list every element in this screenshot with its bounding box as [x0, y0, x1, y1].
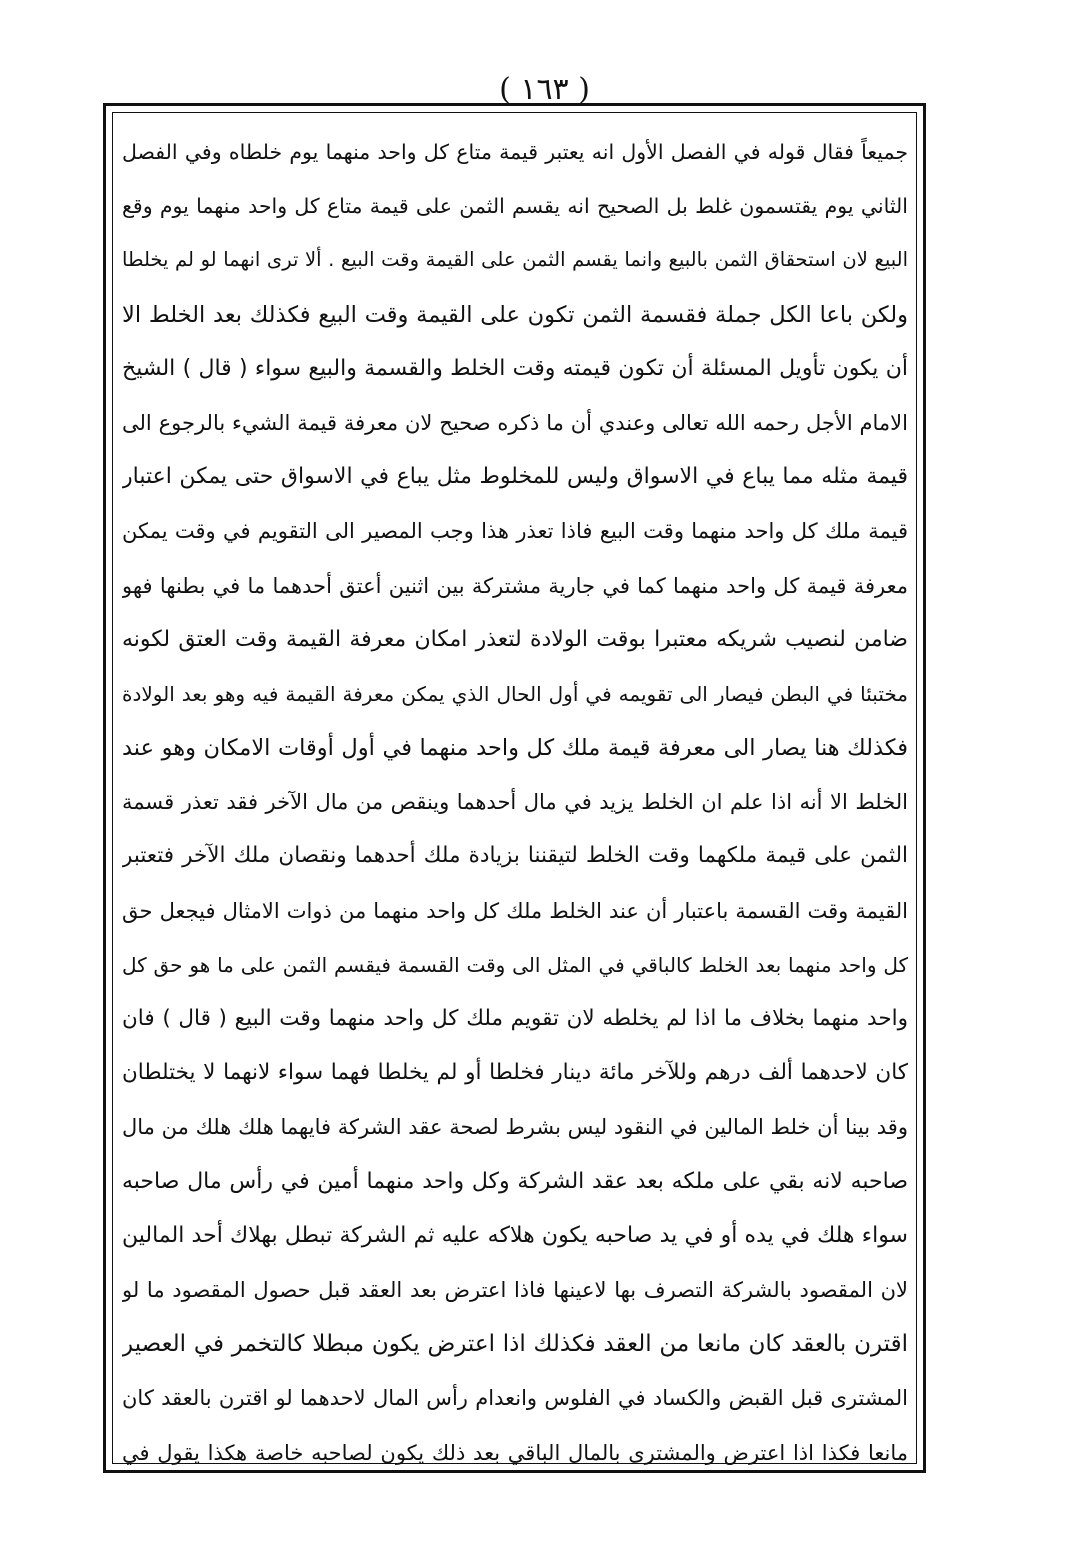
text-line: سواء هلك في يده أو في يد صاحبه يكون هلاكه عليه ثم الشركة تبطل بهلاك أحد المالين [122, 1222, 908, 1248]
text-line: صاحبه لانه بقي على ملكه بعد عقد الشركة وكل واحد منهما أمين في رأس مال صاحبه [122, 1168, 908, 1194]
text-line: معرفة قيمة كل واحد منهما كما في جارية مشتركة بين اثنين أعتق أحدهما ما في بطنها فهو [122, 573, 908, 598]
text-line: مانعا فكذا اذا اعترض والمشترى بالمال الباقي بعد ذلك يكون لصاحبه خاصة هكذا يقول في [122, 1440, 908, 1465]
text-line: أن يكون تأويل المسئلة أن تكون قيمته وقت الخلط والقسمة والبيع سواء ( قال ) الشيخ [122, 355, 908, 381]
text-line: قيمة ملك كل واحد منهما وقت البيع فاذا تعذر هذا وجب المصير الى التقويم في وقت يمكن [122, 519, 908, 544]
text-line: ضامن لنصيب شريكه معتبرا بوقت الولادة لتعذر امكان معرفة القيمة وقت العتق لكونه [122, 626, 908, 652]
text-line: المشترى قبل القبض والكساد في الفلوس وانعدام رأس المال لاحدهما لو اقترن بالعقد كان [122, 1386, 908, 1411]
text-line: الثاني يوم يقتسمون غلط بل الصحيح انه يقسم الثمن على قيمة متاع كل واحد منهما يوم وقع [122, 194, 908, 219]
text-line: اقترن بالعقد كان مانعا من العقد فكذلك اذا اعترض يكون مبطلا كالتخمر في العصير [122, 1331, 908, 1358]
text-line: كان لاحدهما ألف درهم وللآخر مائة دينار فخلطا أو لم يخلطا فهما سواء لانهما لا يختلطان [122, 1060, 908, 1086]
text-line: البيع لان استحقاق الثمن بالبيع وانما يقسم الثمن على القيمة وقت البيع . ألا ترى انهما لو لم يخلطا [122, 248, 908, 272]
page-number: ( ١٦٣ ) [499, 72, 590, 107]
text-line: فكذلك هنا يصار الى معرفة قيمة ملك كل واحد منهما في أول أوقات الامكان وهو عند [122, 735, 908, 762]
text-line: الثمن على قيمة ملكهما وقت الخلط لتيقننا بزيادة ملك أحدهما ونقصان ملك الآخر فتعتبر [122, 843, 908, 869]
text-line: قيمة مثله مما يباع في الاسواق وليس للمخلوط مثل يباع في الاسواق حتى يمكن اعتبار [122, 464, 908, 490]
text-line: الامام الأجل رحمه الله تعالى وعندي أن ما ذكره صحيح لان معرفة قيمة الشيء بالرجوع الى [122, 410, 908, 435]
text-line: القيمة وقت القسمة باعتبار أن عند الخلط ملك كل واحد منهما من ذوات الامثال فيجعل حق [122, 898, 908, 923]
text-line: وقد بينا أن خلط المالين في النقود ليس بشرط لصحة عقد الشركة فايهما هلك هلك من مال [122, 1115, 908, 1140]
text-line: جميعاً فقال قوله في الفصل الأول انه يعتبر قيمة متاع كل واحد منهما يوم خلطاه وفي الفصل [122, 140, 908, 164]
text-line: كل واحد منهما بعد الخلط كالباقي في المثل الى وقت القسمة فيقسم الثمن على ما هو حق كل [122, 952, 908, 977]
text-line: ولكن باعا الكل جملة فقسمة الثمن تكون على القيمة وقت البيع فكذلك بعد الخلط الا [122, 301, 908, 328]
text-line: الخلط الا أنه اذا علم ان الخلط يزيد في مال أحدهما وينقص من مال الآخر فقد تعذر قسمة [122, 790, 908, 815]
body-text [122, 125, 908, 1465]
text-line: لان المقصود بالشركة التصرف بها لاعينها فاذا اعترض بعد العقد قبل حصول المقصود ما لو [122, 1277, 908, 1302]
text-line: مختبئا في البطن فيصار الى تقويمه في أول الحال الذي يمكن معرفة القيمة فيه وهو بعد الولادة [122, 681, 908, 706]
text-line: واحد منهما بخلاف ما اذا لم يخلطه لان تقويم ملك كل واحد منهما وقت البيع ( قال ) فان [122, 1006, 908, 1031]
